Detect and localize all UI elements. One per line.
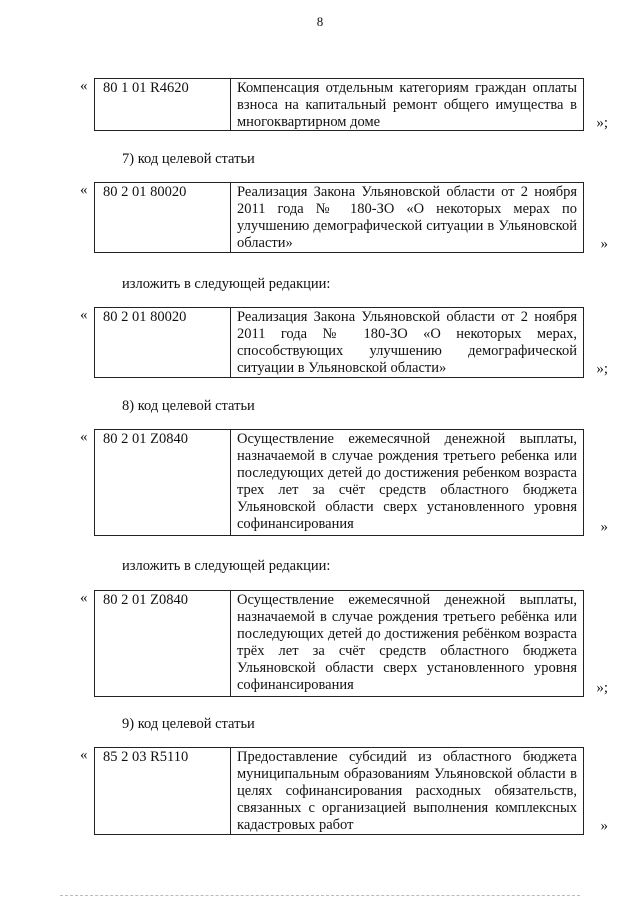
target-description: Реализация Закона Ульяновской области от 2 ноября 2011 года № 180-ЗО «О некоторых мерах, способствующих улучшению демографической ситуации в Ульяновской области» xyxy=(237,309,577,376)
target-description: Компенсация отдельным категориям граждан оплаты взноса на капитальный ремонт общего имущества в многоквартирном доме xyxy=(237,80,577,130)
budget-entry xyxy=(72,747,612,835)
budget-entry xyxy=(72,590,612,697)
budget-entry xyxy=(72,307,612,378)
closing-quote: » xyxy=(600,519,608,535)
closing-quote: »; xyxy=(596,361,608,377)
table-row xyxy=(94,78,584,131)
closing-quote: »; xyxy=(596,115,608,131)
table-row xyxy=(94,747,584,835)
target-description: Предоставление субсидий из областного бюджета муниципальным образованиям Ульяновской области в целях софинансирования расходных обязательств, связанных с организацией выполнения комплексных кадастровых работ xyxy=(237,749,577,833)
target-code: 80 2 01 80020 xyxy=(95,308,231,377)
footer-divider xyxy=(60,895,580,896)
target-code: 80 2 01 Z0840 xyxy=(95,591,231,696)
opening-quote: « xyxy=(80,590,88,606)
closing-quote: »; xyxy=(596,680,608,696)
opening-quote: « xyxy=(80,307,88,323)
target-description: Осуществление ежемесячной денежной выплаты, назначаемой в случае рождения третьего ребёнка или последующих детей до достижения ребёнком возраста трёх лет за счёт средств областного бюджета Ульяновской области сверх установленного уровня софинансирования xyxy=(237,592,577,693)
target-code: 80 2 01 Z0840 xyxy=(95,430,231,535)
target-description: Реализация Закона Ульяновской области от 2 ноября 2011 года № 180-ЗО «О некоторых мерах по улучшению демографической ситуации в Ульяновской области» xyxy=(237,184,577,251)
opening-quote: « xyxy=(80,747,88,763)
section-caption: 7) код целевой статьи xyxy=(122,151,255,167)
table-row xyxy=(94,307,584,378)
budget-entry xyxy=(72,429,612,536)
opening-quote: « xyxy=(80,78,88,94)
budget-entry xyxy=(72,78,612,132)
budget-entry xyxy=(72,182,612,253)
table-row xyxy=(94,590,584,697)
target-code: 80 1 01 R4620 xyxy=(95,79,231,130)
section-caption: изложить в следующей редакции: xyxy=(122,276,331,292)
table-row xyxy=(94,429,584,536)
section-caption: 9) код целевой статьи xyxy=(122,716,255,732)
target-code: 85 2 03 R5110 xyxy=(95,748,231,834)
section-caption: 8) код целевой статьи xyxy=(122,398,255,414)
page-number: 8 xyxy=(316,14,324,29)
opening-quote: « xyxy=(80,429,88,445)
closing-quote: » xyxy=(600,236,608,252)
target-code: 80 2 01 80020 xyxy=(95,183,231,252)
section-caption: изложить в следующей редакции: xyxy=(122,558,331,574)
table-row xyxy=(94,182,584,253)
target-description: Осуществление ежемесячной денежной выплаты, назначаемой в случае рождения третьего ребенка или последующих детей до достижения ребенком возраста трех лет за счёт средств областного бюджета Ульяновской области сверх установленного уровня софинансирования xyxy=(237,431,577,532)
opening-quote: « xyxy=(80,182,88,198)
closing-quote: » xyxy=(600,818,608,834)
